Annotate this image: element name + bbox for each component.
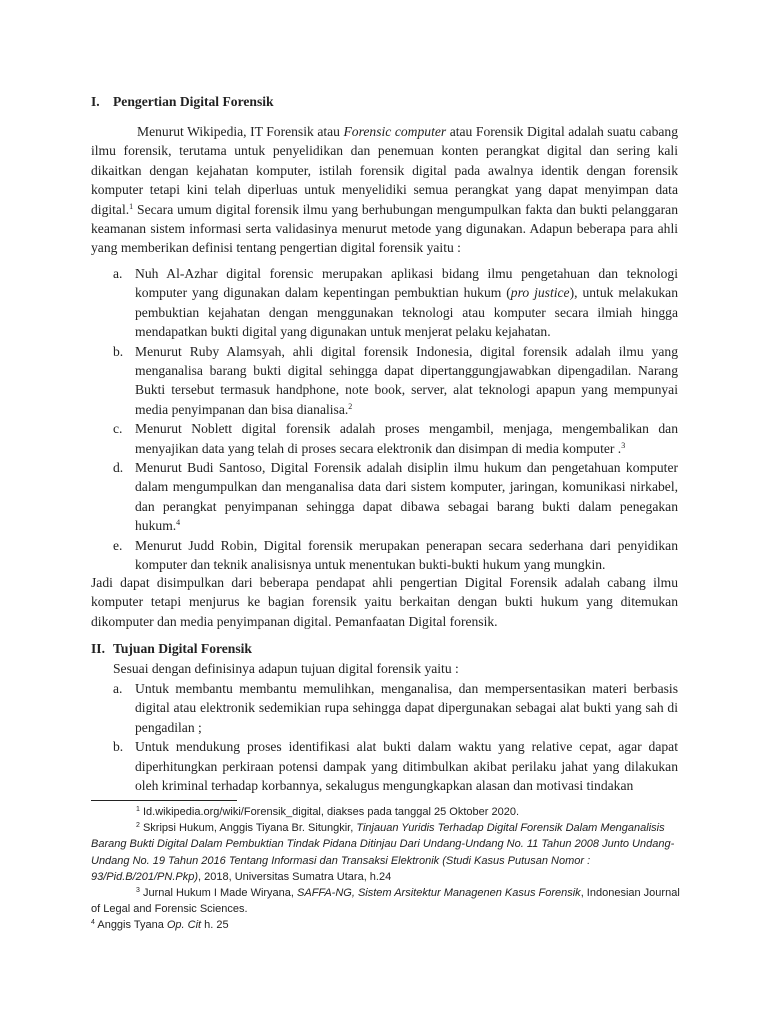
list-item-text: Menurut Noblett digital forensik adalah proses mengambil, menjaga, mengembalikan dan menyajikan data yang telah di proses secara elektronik dan disimpan di media komputer . xyxy=(135,421,678,456)
footnote-3 xyxy=(91,885,681,917)
list-marker: e. xyxy=(113,537,123,553)
footnote-4 xyxy=(91,917,681,933)
section-heading-1 xyxy=(91,92,274,111)
list-item xyxy=(113,679,678,737)
list-marker: c. xyxy=(113,421,123,437)
section-heading-2 xyxy=(91,639,252,658)
intro-text-2: atau Forensik Digital adalah suatu cabang ilmu forensik, terutama untuk penyelidikan dan penemuan konten perangkat digital dan sering kali dikaitkan dengan kejahatan komputer, istilah forensik digital pada awalnya identik dengan forensik komputer tetapi kini telah diperluas untuk menyelidiki semua perangkat yang dapat menyimpan data digital. xyxy=(91,124,678,217)
footnote-text: Skripsi Hukum, Anggis Tiyana Br. Situngkir, xyxy=(142,822,357,835)
footnote-number: 1 xyxy=(136,806,140,813)
footnote-1 xyxy=(91,804,681,820)
footnote-text[interactable]: Id.wikipedia.org/wiki/Forensik_digital, diakses pada tanggal 25 Oktober 2020. xyxy=(142,806,520,818)
footnote-text: Anggis Tyana xyxy=(97,919,167,932)
section-number: II. xyxy=(91,641,105,656)
list-item-text: Menurut Budi Santoso, Digital Forensik adalah disiplin ilmu hukum dan pengetahuan komputer dalam mengumpulkan dan menganalisa data dari sistem komputer, jaringan, komunikasi nirkabel, dan perangkat penyimpanan sehingga dapat dibawa sebagai barang bukti dalam penegakan hukum. xyxy=(135,460,678,534)
footnote-number: 4 xyxy=(91,919,95,927)
list-item xyxy=(113,458,678,536)
footnote-text: Jurnal Hukum I Made Wiryana, xyxy=(142,887,298,900)
list-marker: a. xyxy=(113,266,123,281)
footnote-text: , 2018, Universitas Sumatra Utara, h.24 xyxy=(198,870,392,883)
section-title: Tujuan Digital Forensik xyxy=(113,641,252,656)
footnote-text: , Indonesian Journal of Legal and Forensic Sciences. xyxy=(91,887,680,916)
section2-intro: Sesuai dengan definisinya adapun tujuan digital forensik yaitu : xyxy=(113,661,459,676)
list-item xyxy=(113,536,678,575)
conclusion-paragraph: Jadi dapat disimpulkan dari beberapa pendapat ahli pengertian Digital Forensik adalah cabang ilmu komputer tetapi menjurus ke bagian forensik yaitu berkaitan dengan bukti hukum yang ditemukan dikomputer dan media penyimpanan digital. Pemanfaatan Digital forensik. xyxy=(91,575,678,629)
footnote-ref-3[interactable]: 3 xyxy=(621,440,626,450)
definitions-list xyxy=(113,264,678,575)
intro-text-1: Menurut Wikipedia, IT Forensik atau xyxy=(137,124,344,139)
list-item-text: Menurut Ruby Alamsyah, ahli digital forensik Indonesia, digital forensik adalah ilmu yang menganalisa barang bukti digital sehingga dapat dipertanggungjawabkan dipengadilan. Narang Bukti tersebut termasuk handphone, note book, server, alat teknologi apapun yang mempunyai media penyimpanan dan bisa dianalisa. xyxy=(135,343,678,417)
footnote-number: 3 xyxy=(136,887,140,895)
list-item-text: Untuk membantu membantu memulihkan, menganalisa, dan mempersentasikan materi berbasis digital atau elektronik sedemikian rupa sehingga dapat dipergunakan sebagai alat bukti yang sah di pengadilan ; xyxy=(135,681,678,735)
list-item-text: ), untuk melakukan pembuktian kejahatan dengan menggunakan teknologi atau komputer secara ilmiah hingga mendapatkan bukti digital yang digunakan untuk menjerat pelaku kejahatan. xyxy=(135,285,678,340)
footnote-text: h. 25 xyxy=(201,919,229,932)
list-item xyxy=(113,419,678,458)
intro-italic-term: Forensic computer xyxy=(343,124,447,139)
goals-list xyxy=(113,679,678,795)
list-item-text: Untuk mendukung proses identifikasi alat bukti dalam waktu yang relative cepat, agar dapat diperhitungkan perkiraan potensi dampak yang ditimbulkan akibat perilaku jahat yang dilakukan oleh kriminal terhadap korbannya, sekalugus mengungkapkan alasan dan motivasi tindakan xyxy=(135,739,678,794)
intro-paragraph xyxy=(91,122,678,258)
list-item xyxy=(113,342,678,420)
list-marker: b. xyxy=(113,739,124,755)
footnote-ref-1[interactable]: 1 xyxy=(129,201,134,211)
list-marker: b. xyxy=(113,343,124,359)
footnote-ref-4[interactable]: 4 xyxy=(176,518,181,528)
section-number: I. xyxy=(91,94,100,109)
list-item-text: Menurut Judd Robin, Digital forensik merupakan penerapan secara sederhana dari penyidikan komputer dan teknik analisisnya untuk menentukan bukti-bukti hukum yang mungkin. xyxy=(135,537,678,573)
list-marker: d. xyxy=(113,460,124,476)
footnote-italic-title: Op. Cit xyxy=(166,919,202,932)
footnote-2 xyxy=(91,820,681,885)
intro-text-3: Secara umum digital forensik ilmu yang berhubungan mengumpulkan fakta dan bukti pelanggaran keamanan sistem informasi serta validasinya menurut metode yang digunakan. Adapun beberapa para ahli yang memberikan definisi tentang pengertian digital forensik yaitu : xyxy=(91,201,678,256)
section-title: Pengertian Digital Forensik xyxy=(113,94,274,109)
list-item-italic: pro justice xyxy=(510,285,570,301)
list-item xyxy=(113,737,678,795)
footnote-separator xyxy=(91,800,237,801)
footnote-italic-title: Tinjauan Yuridis Terhadap Digital Forensik Dalam Menganalisis Barang Bukti Digital Dalam Pembuktian Tindak Pidana Ditinjau Dari Undang-Undang No. 11 Tahun 2008 Junto Undang-Undang No. 19 Tahun 2016 Tentang Informasi dan Transaksi Elektronik (Studi Kasus Putusan Nomor : 93/Pid.B/201/PN.Pkp) xyxy=(91,822,675,883)
list-item-text: Nuh Al-Azhar digital forensic merupakan aplikasi bidang ilmu pengetahuan dan teknologi komputer yang digunakan dalam kepentingan pembuktian hukum ( xyxy=(135,266,678,301)
footnote-ref-2[interactable]: 2 xyxy=(348,401,353,411)
list-marker: a. xyxy=(113,681,123,696)
footnote-italic-title: SAFFA-NG, Sistem Arsitektur Managenen Kasus Forensik xyxy=(297,887,581,900)
footnote-number: 2 xyxy=(136,822,140,830)
footnotes xyxy=(91,804,681,934)
list-item xyxy=(113,264,678,342)
